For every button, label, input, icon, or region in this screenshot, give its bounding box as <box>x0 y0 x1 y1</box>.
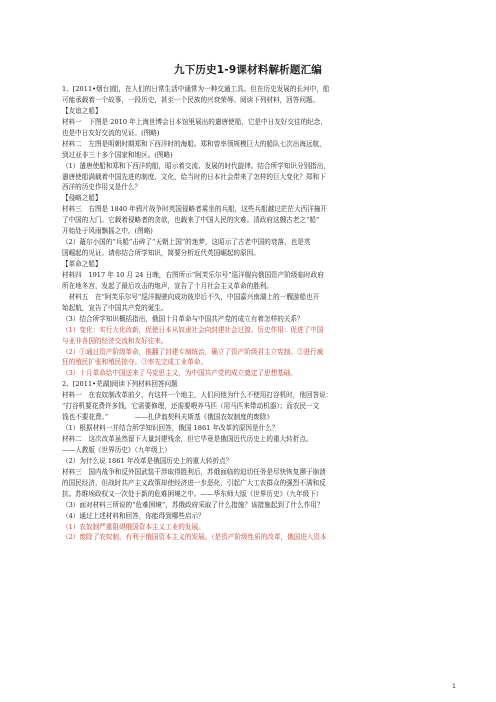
paragraph-line: 材料一 在农奴制改革前夕，有这样一个地主，人们问他为什么不使用打谷机时，他回答说： <box>62 391 333 400</box>
paragraph-line: 也是中日友好交流的见证。(图略) <box>62 128 160 137</box>
question-line: （3）结合所学知识概括指出，俄国十月革命与中国共产党的成立有着怎样的关系？ <box>62 314 304 323</box>
paragraph-line: 钱也不要花费。” ——扎伊翁契科夫斯基《俄国农奴制度的废除》 <box>62 413 274 422</box>
answer-line: （1）变化：实行大化改新，促使日本从奴隶社会向封建社会过渡。历史作用：促进了中国 <box>62 325 324 334</box>
question-line: 遣唐使船满载着中国先进的制度、文化，给当时的日本社会带来了怎样的巨大变化？郑和下 <box>62 172 326 181</box>
paragraph-line: 材料一 下图是 2010 年上海世博会日本馆里展出的遣唐使船，它是中日友好交往的纪念， <box>62 117 327 126</box>
question-line: （1）根据材料一并结合所学知识回答，俄国 1861 年改革的原因是什么？ <box>62 424 279 433</box>
section-heading: 【侵略之船】 <box>62 194 102 203</box>
question-line: （1）遣唐使船和郑和下西洋的船，昭示着交流、发展的时代旋律。结合所学知识分别指出， <box>62 161 330 170</box>
paragraph-line: 抗。苏维埃政权又一次处于新的危难困境之中。——华东师大版《世界历史》（九年级下） <box>62 489 323 498</box>
question-heading: 2、[2011•芜湖]阅读下列材料回答问题 <box>62 380 178 389</box>
paragraph-line: “打谷机要花费许多钱，它需要修理，还需要喂养马匹（用马匹来带动机器）；而农民一文 <box>62 402 320 411</box>
question-line: （2）蕞尔小国的“兵船”击碎了“天朝上国”的迷梦，这昭示了古老中国的衰落，也是英 <box>62 238 311 247</box>
section-heading: 【友谊之船】 <box>62 106 102 115</box>
paragraph-line: 所在地冬宫，发起了最后攻击的炮声，宣告了十月社会主义革命的胜利。 <box>62 281 273 290</box>
paragraph-line: 的国民经济，但战时共产主义政策却使经济进一步恶化，引起广大工农群众的强烈不满和反 <box>62 478 326 487</box>
page-title: 九下历史1-9课材料解析题汇编 <box>174 64 322 76</box>
answer-line: （2）废除了农奴制，有利于俄国资本主义的发展。（是资产阶级性质的改革，俄国进入资本 <box>62 533 327 542</box>
paragraph-line: 材料五 在“阿芙乐尔号”巡洋舰驶向成功彼岸后不久，中国嘉兴南湖上的一艘游船也开 <box>62 292 320 301</box>
paragraph-line: 到过亚非三十多个国家和地区。(图略) <box>62 150 173 159</box>
paragraph-line: 材料三 右图是 1840 年鸦片战争时英国侵略者乘坐的兵船，这些兵船越过茫茫大西洋撞开 <box>62 205 327 214</box>
answer-line: 狂的殖民扩张和殖民掠夺。③率先完成工业革命。 <box>62 358 208 367</box>
answer-line: （3）十月革命给中国送来了马克思主义，为中国共产党的成立奠定了思想基础。 <box>62 369 297 378</box>
paragraph-line: 材料四 1917 年 10 月 24 日晚，右图所示“阿芙乐尔号”巡洋舰向俄国资产阶级临时政府 <box>62 270 324 279</box>
answer-line: 与亚非各国的经济交流和友好往来。 <box>62 336 168 345</box>
answer-line: （2）①通过资产阶级革命，推翻了封建专制统治，确立了资产阶级君主立宪制。②进行疯 <box>62 347 324 356</box>
paragraph-line: ——人教版《世界历史》（九年级上） <box>62 445 171 454</box>
question-line: （2）为什么说 1861 年改革是俄国历史上的重大转折点？ <box>62 456 233 465</box>
answer-line: （1）农奴制严重阻碍俄国资本主义工业的发展。 <box>62 522 205 531</box>
paragraph-line: 开始处于风雨飘摇之中。(图略) <box>62 227 153 236</box>
paragraph-line: 材料三 国内战争和反外国武装干涉取得胜利后，苏俄面临的迫切任务是尽快恢复濒于崩溃 <box>62 467 326 476</box>
paragraph-line: 了中国的大门。它载着侵略者的贪欲，也载来了中国人民的灾难。清政府这艘古老之“船” <box>62 216 320 225</box>
paragraph-line: 材料二 左图是明朝时期郑和下西洋时的海船。郑和曾率领规模巨大的船队七次出海远航， <box>62 139 326 148</box>
question-line: 西洋的历史作用又是什么？ <box>62 183 142 192</box>
paragraph-line: 材料二 这次改革虽然留下大量封建残余，但它毕竟是俄国近代历史上的重大转折点。 <box>62 435 313 443</box>
paragraph-line: 1、[2011•烟台]船，在人们的日常生活中通常为一种交通工具。但在历史发展的长河中，船 <box>62 85 330 93</box>
question-line: （4）通过上述材料和回答，你能得到哪些启示？ <box>62 511 205 520</box>
question-line: （3）面对材料三所说的“危难困境”，苏俄政府采取了什么措施？该措施起到了什么作用？ <box>62 500 324 509</box>
question-line: 国崛起的见证。请你结合所学知识，简要分析近代英国崛起的原因。 <box>62 249 260 258</box>
page-number: 1 <box>452 683 456 690</box>
section-heading: 【革命之船】 <box>62 260 102 268</box>
document-body <box>62 84 436 543</box>
paragraph-line: 始起航，宣告了中国共产党的诞生。 <box>62 303 168 312</box>
paragraph-line: 可能承载着一个故事，一段历史，甚至一个民族的兴衰荣辱。阅读下列材料，回答问题。 <box>62 95 320 104</box>
